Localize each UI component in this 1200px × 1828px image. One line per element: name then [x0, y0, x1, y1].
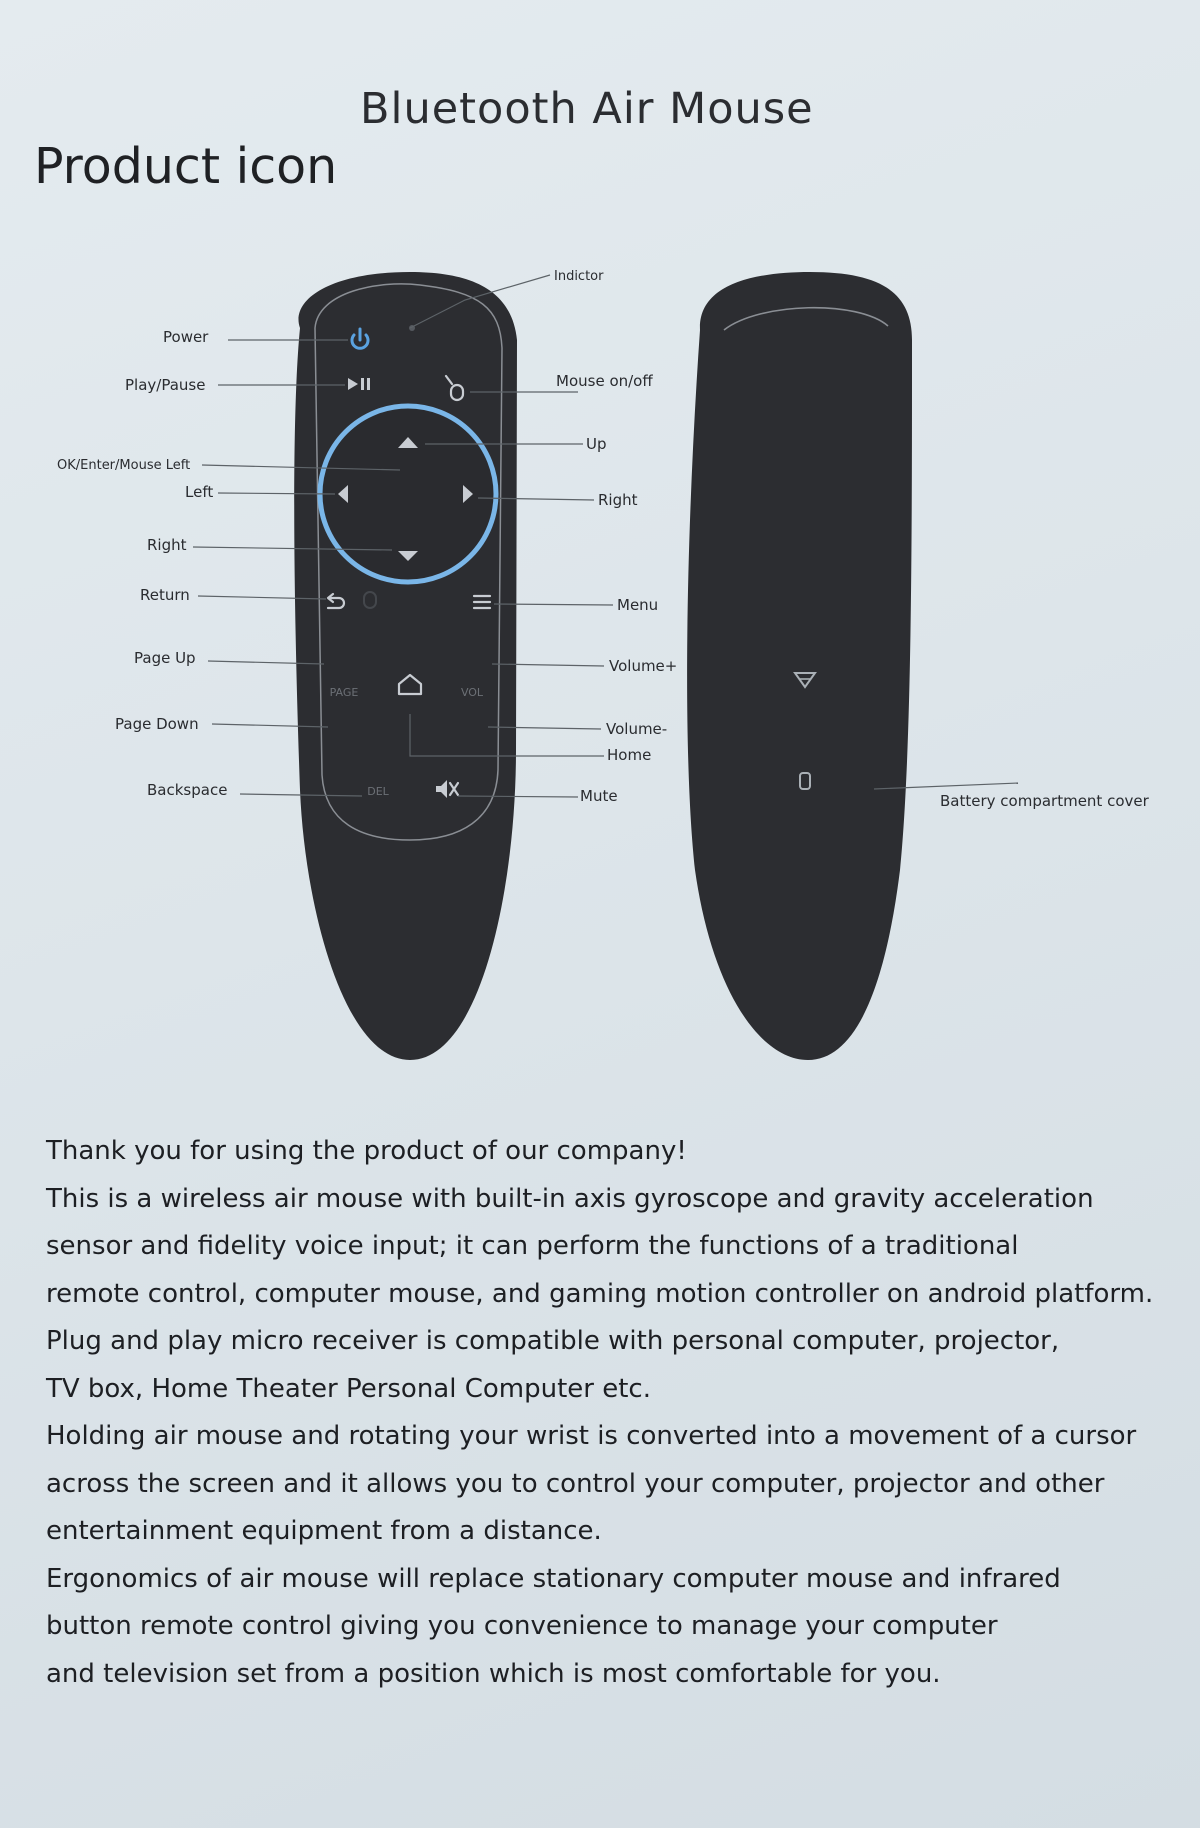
label-battery-cover: Battery compartment cover — [940, 792, 1149, 810]
text-line: Thank you for using the product of our company! — [46, 1136, 687, 1166]
label-menu: Menu — [617, 596, 659, 614]
label-mouse-onoff: Mouse on/off — [556, 372, 653, 390]
vol-rocker-label: VOL — [460, 686, 484, 699]
label-backspace: Backspace — [147, 781, 228, 799]
text-line: button remote control giving you convenience to manage your computer — [46, 1611, 998, 1641]
label-page-down: Page Down — [115, 715, 199, 733]
remote-diagram — [0, 230, 1200, 1080]
description-text — [46, 1128, 1186, 1698]
remote-front — [294, 272, 517, 1060]
label-home: Home — [607, 746, 652, 764]
label-ok-enter: OK/Enter/Mouse Left — [57, 458, 191, 473]
callout-labels — [57, 269, 1150, 810]
label-right-dpad: Right — [598, 491, 638, 509]
text-line: sensor and fidelity voice input; it can perform the functions of a traditional — [46, 1231, 1019, 1261]
page-up-button[interactable] — [310, 650, 330, 670]
label-mute: Mute — [580, 787, 618, 805]
dpad[interactable] — [320, 406, 496, 582]
label-indicator: Indictor — [554, 269, 604, 284]
label-right-down: Right — [147, 536, 187, 554]
text-line: and television set from a position which is most comfortable for you. — [46, 1658, 941, 1689]
label-left: Left — [185, 483, 214, 501]
label-play-pause: Play/Pause — [125, 376, 206, 394]
page-rocker-label: PAGE — [329, 686, 359, 699]
label-page-up: Page Up — [134, 649, 196, 667]
document-title: Bluetooth Air Mouse — [360, 84, 814, 134]
text-line: This is a wireless air mouse with built-in axis gyroscope and gravity acceleration — [46, 1183, 1094, 1214]
label-volume-plus: Volume+ — [609, 657, 678, 675]
text-line: Plug and play micro receiver is compatible with personal computer, projector, — [46, 1326, 1060, 1356]
text-line: remote control, computer mouse, and gaming motion controller on android platform. — [46, 1278, 1154, 1309]
label-volume-minus: Volume- — [606, 720, 668, 738]
text-line: Ergonomics of air mouse will replace stationary computer mouse and infrared — [46, 1563, 1061, 1594]
text-line: Holding air mouse and rotating your wrist is converted into a movement of a cursor — [46, 1421, 1137, 1451]
remote-back — [687, 272, 912, 1060]
backspace-button[interactable]: DEL — [367, 785, 389, 798]
volume-up-button[interactable] — [485, 650, 505, 670]
text-line: entertainment equipment from a distance. — [46, 1516, 602, 1546]
text-line: TV box, Home Theater Personal Computer etc. — [46, 1373, 651, 1404]
section-heading: Product icon — [34, 138, 338, 195]
text-line: across the screen and it allows you to control your computer, projector and other — [46, 1468, 1105, 1499]
label-up: Up — [586, 435, 607, 453]
label-power: Power — [163, 328, 209, 346]
label-return: Return — [140, 586, 190, 604]
